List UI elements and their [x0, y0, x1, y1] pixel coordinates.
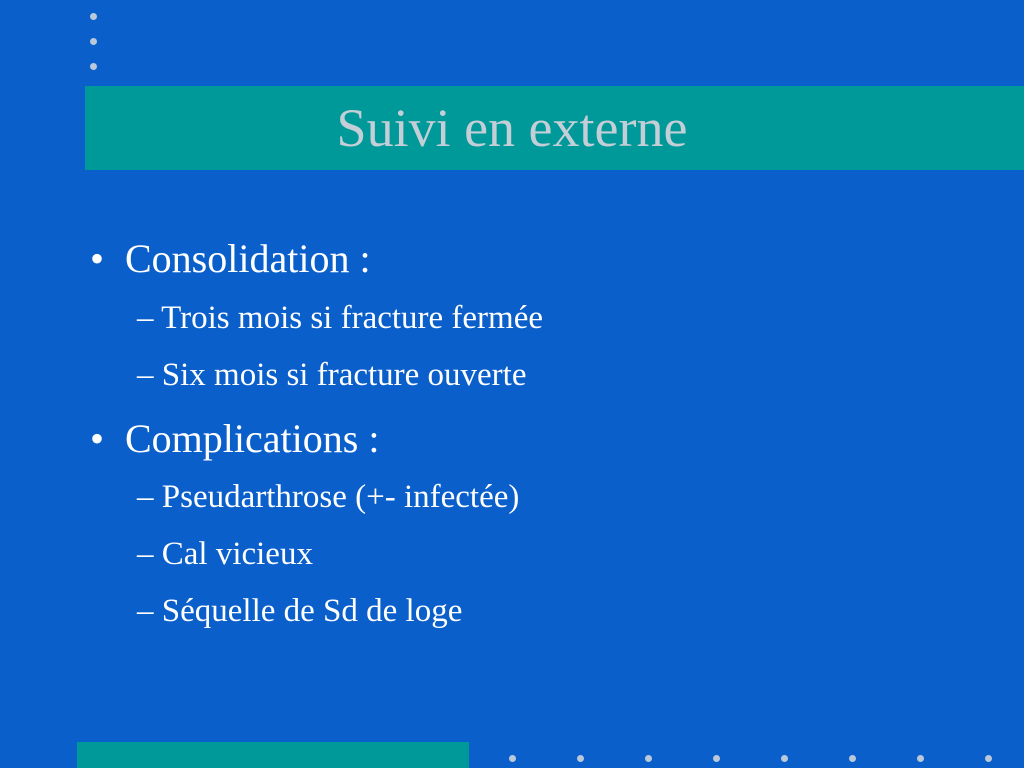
slide-title: Suivi en externe: [336, 98, 688, 158]
bullet-marker: •: [90, 236, 105, 281]
footer-accent-bar: [77, 742, 469, 768]
sub-item-text: Pseudarthrose (+- infectée): [161, 479, 520, 515]
decorative-dot: [713, 755, 720, 762]
dash-marker: –: [137, 357, 154, 393]
decorative-dot: [985, 755, 992, 762]
decorative-dot: [781, 755, 788, 762]
sub-item: [137, 593, 462, 630]
decorative-dot: [509, 755, 516, 762]
sub-item: [137, 357, 527, 394]
dash-marker: –: [137, 593, 154, 629]
dash-marker: –: [137, 479, 154, 515]
sub-item: [137, 536, 313, 573]
bullet-marker: •: [90, 416, 105, 461]
decorative-dot: [917, 755, 924, 762]
sub-item-text: Séquelle de Sd de loge: [161, 593, 463, 629]
bullet-label: Complications :: [125, 416, 380, 461]
sub-item: [137, 300, 543, 337]
decorative-dot: [849, 755, 856, 762]
decorative-dot: [645, 755, 652, 762]
sub-item-text: Six mois si fracture ouverte: [161, 357, 527, 393]
bullet-label: Consolidation :: [125, 236, 371, 281]
dash-marker: –: [137, 300, 154, 336]
sub-item-text: Cal vicieux: [161, 536, 313, 572]
decorative-dot: [577, 755, 584, 762]
dash-marker: –: [137, 536, 154, 572]
sub-item: [137, 479, 519, 516]
sub-item-text: Trois mois si fracture fermée: [161, 300, 544, 336]
